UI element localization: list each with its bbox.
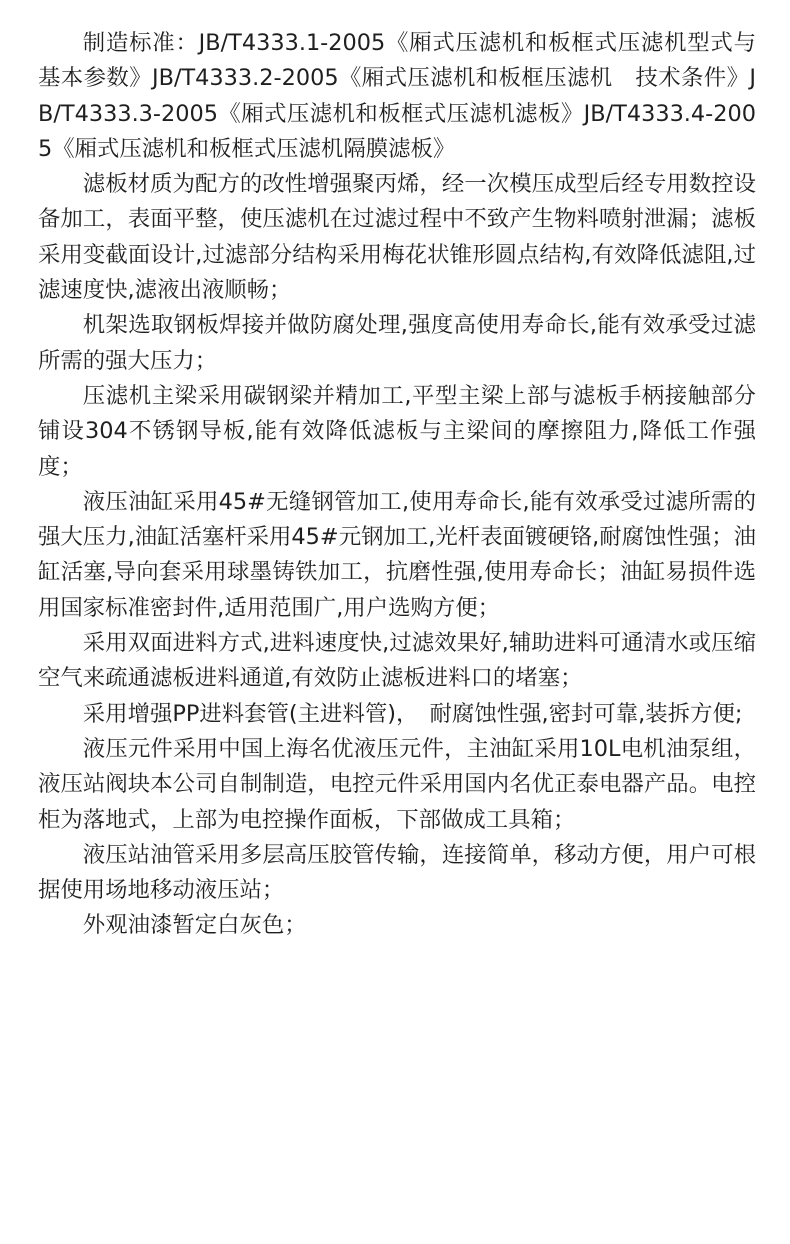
paragraph-feed-pipe: 采用增强PP进料套管(主进料管)， 耐腐蚀性强,密封可靠,装拆方便; (82, 700, 743, 727)
paragraph-feed-method: 采用双面进料方式,进料速度快,过滤效果好,辅助进料可通清水或压缩空气来疏通滤板进料通道,有效防止滤板进料口的堵塞； (38, 630, 756, 692)
paragraph-frame: 机架选取钢板焊接并做防腐处理,强度高使用寿命长,能有效承受过滤所需的强大压力； (38, 312, 756, 374)
document-body (38, 26, 756, 944)
paragraph-paint-color: 外观油漆暂定白灰色； (82, 912, 307, 939)
paragraph-hydraulic-hoses: 液压站油管采用多层高压胶管传输，连接简单，移动方便，用户可根据使用场地移动液压站； (38, 841, 756, 904)
paragraph-manufacturing-standard: 制造标准：JB/T4333.1-2005《厢式压滤机和板框式压滤机型式与基本参数》JB/T4333.2-2005《厢式压滤机和板框压滤机 技术条件》JB/T4333.3-2005《厢式压滤机和板框式压滤机滤板》JB/T4333.4-2005《厢式压滤机和板框式压滤机隔膜滤板》 (38, 30, 756, 162)
paragraph-hydraulic-cylinder: 液压油缸采用45#无缝钢管加工,使用寿命长,能有效承受过滤所需的强大压力,油缸活塞杆采用45#元钢加工,光杆表面镀硬铬,耐腐蚀性强；油缸活塞,导向套采用球墨铸铁加工，抗磨性强,使用寿命长；油缸易损件选用国家标准密封件,适用范围广,用户选购方便； (38, 488, 756, 621)
paragraph-filter-plate-material: 滤板材质为配方的改性增强聚丙烯，经一次模压成型后经专用数控设备加工，表面平整，使压滤机在过滤过程中不致产生物料喷射泄漏；滤板采用变截面设计,过滤部分结构采用梅花状锥形圆点结构,有效降低滤阻,过滤速度快,滤液出液顺畅； (38, 171, 756, 304)
paragraph-hydraulic-components: 液压元件采用中国上海名优液压元件，主油缸采用10L电机油泵组，液压站阀块本公司自制制造，电控元件采用国内名优正泰电器产品。电控柜为落地式，上部为电控操作面板，下部做成工具箱； (38, 735, 756, 833)
paragraph-main-beam: 压滤机主梁采用碳钢梁并精加工,平型主梁上部与滤板手柄接触部分铺设304不锈钢导板,能有效降低滤板与主梁间的摩擦阻力,降低工作强度； (38, 382, 756, 480)
